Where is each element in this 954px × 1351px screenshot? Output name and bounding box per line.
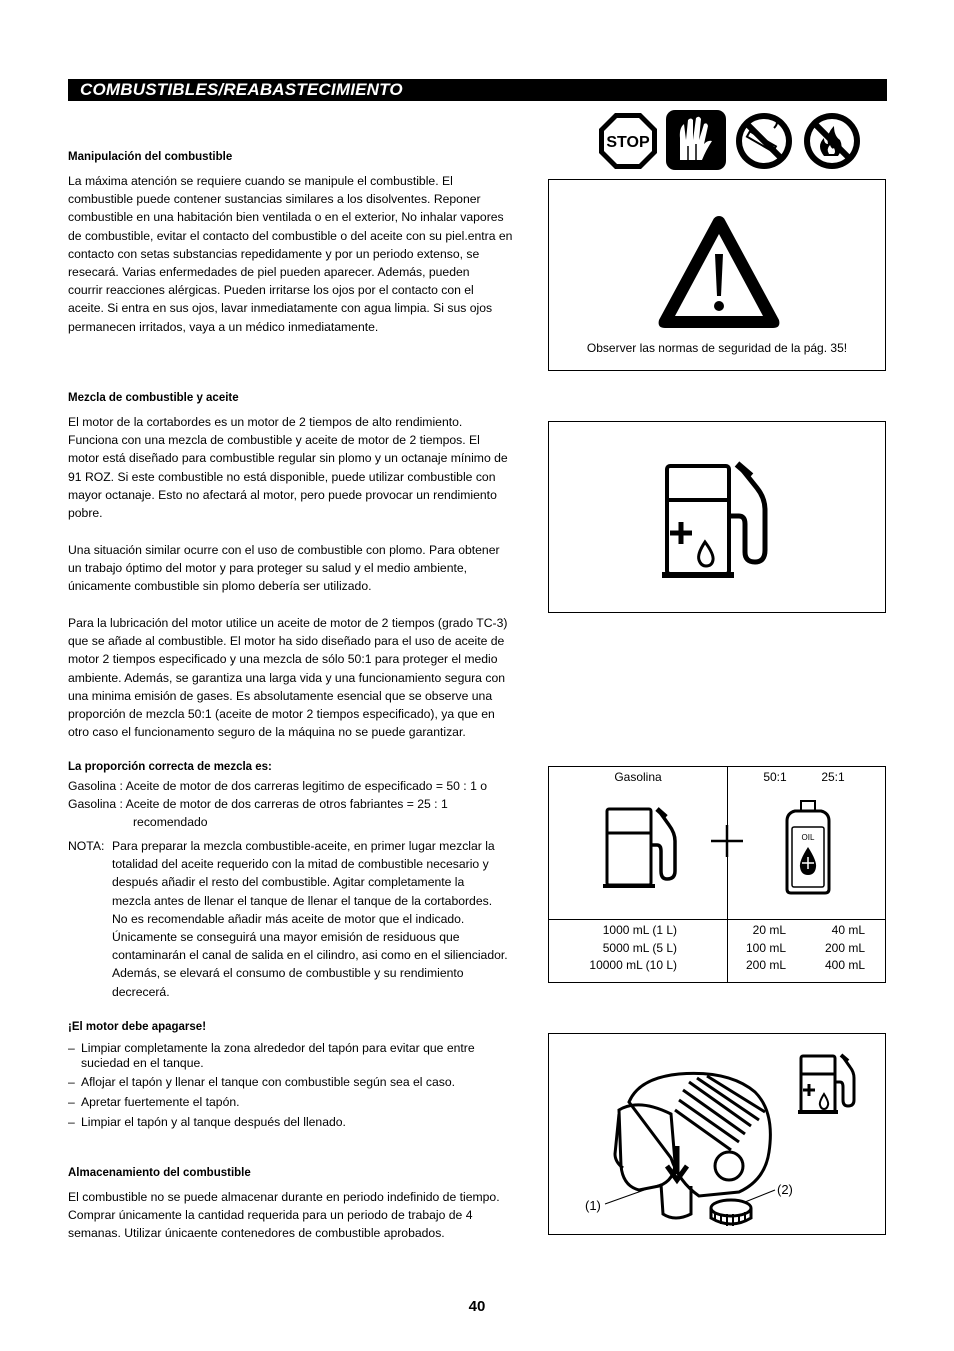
- fuel-mix-para3: Para la lubricación del motor utilice un aceite de motor de 2 tiempos (grado TC-3) que se añade al combustible. El motor ha sido diseñado para el uso de aceite de motor 2 tiempos especificado y una mezcla de sólo 50:1 para proteger el medio ambiente. Además, se garantiza una larga vida y una funcionamiento segura con una minima emisión de gases. Es absolutamente esencial que se observe una proporción de mezcla 50:1 (aceite de motor 2 tiempos especificado), ya que en otro caso el funcionamento seguro de la máquina no se puede garantizar.: [68, 616, 508, 740]
- table-divider-vertical: [727, 767, 728, 982]
- gas-row-3: 10000 mL (10 L): [589, 958, 677, 972]
- list-item: – Limpiar el tapón y al tanque después del llenado.: [68, 1115, 346, 1129]
- refuel-illustration-box: [548, 1033, 886, 1235]
- fuel-pump-icon: [659, 460, 774, 582]
- heading-fuel-handling: Manipulación del combustible: [68, 151, 233, 163]
- list-item: – Limpiar completamente la zona alrededor del tapón para evitar que entre suciedad en el tanque.: [68, 1041, 475, 1070]
- oil-bottle-icon: [783, 799, 833, 895]
- nota-text: Para preparar la mezcla combustible-aceite, en primer lugar mezclar la totalidad del aceite requerido con la mitad de combustible necesario y después añadir el resto del combustible. Agitar completamente la mezcla antes de llenar el tanque de llenar el tanque de la cortabordes. No es recomendable añadir más aceite de motor que el indicado. Únicamente se conseguirá una mayor emisión de residuous que contaminarán el canal de salida en el cilindro, asi como en el silienciador. Además, se elevará el consumo de combustible y su rendimiento decrecerá.: [112, 839, 508, 999]
- ratio-50-values: 20 mL 100 mL 200 mL: [745, 923, 786, 972]
- no-flame-icon: [804, 113, 860, 169]
- engine-illustration: [579, 1062, 799, 1230]
- stop-icon: [599, 113, 657, 169]
- col-50-1: 50:1: [763, 770, 787, 784]
- heading-engine-off: ¡El motor debe apagarse!: [68, 1021, 207, 1033]
- heading-fuel-mix: Mezcla de combustible y aceite: [68, 392, 239, 404]
- plus-icon: [711, 825, 743, 857]
- warning-box: [548, 179, 886, 371]
- ratio-25-values: 40 mL 200 mL 400 mL: [824, 923, 865, 972]
- list-item: – Aflojar el tapón y llenar el tanque con combustible según sea el caso.: [68, 1075, 455, 1089]
- page-number: 40: [468, 1298, 486, 1315]
- warning-triangle-icon: [655, 212, 783, 332]
- no-smoking-icon: [736, 113, 792, 169]
- gas-row-2: 5000 mL (5 L): [602, 940, 677, 955]
- warning-caption: Observer las normas de seguridad de la pág. 35!: [586, 341, 848, 355]
- table-divider-horizontal: [549, 919, 885, 920]
- fuel-storage-text: El combustible no se puede almacenar durante en periodo indefinido de tiempo. Comprar únicamente la cantidad requerida para un periodo de trabajo de 4 semanas. Utilizar únicaente contenedores de combustible aprobados.: [68, 1190, 500, 1241]
- gasolina-values: [549, 922, 677, 975]
- mix-ratio-text: Gasolina : Aceite de motor de dos carreras legitimo de especificado = 50 : 1 o Gasolina : Aceite de motor de dos carreras de otros fabriantes = 25 : 1 recomendado: [68, 779, 488, 830]
- oil-label: OIL: [801, 833, 815, 842]
- fuel-mix-para2: Una situación similar ocurre con el uso de combustible con plomo. Para obtener un trabajo óptimo del motor y para proteger su salud y el medio ambiente, únicamente combustible sin plomo debería ser utilizado.: [68, 543, 500, 594]
- fuel-pump-small-icon: [603, 807, 683, 891]
- fuel-handling-text: La máxima atención se requiere cuando se manipule el combustible. El combustible puede contener sustancias similares a los disolventes. Reponer combustible en una habitación bien ventilada o en el exterior, No inhalar vapores de combustible, evitar el contacto del combustible o del aceite con su piel.entra en contacto con setas substancias repedidamente y por un periodo extenso, se resecará. Varias enfermedades de piel pueden aparecer. Además, pueden courrir reacciones alérgicas. Pueden irritarse los ojos por el contacto con el aceite. Si entra en sus ojos, lavar inmediatamente con agua limpia. Si sus ojos permanecen irritados, vaya a un médico inmediatamente.: [68, 174, 513, 334]
- safety-icons-row: [598, 110, 866, 172]
- fuel-pump-box: [548, 421, 886, 613]
- stop-label: STOP: [606, 134, 650, 151]
- col-25-1: 25:1: [821, 770, 845, 784]
- list-item: – Apretar fuertemente el tapón.: [68, 1095, 240, 1109]
- mix-table-box: [548, 766, 886, 983]
- heading-fuel-storage: Almacenamiento del combustible: [68, 1167, 251, 1179]
- page-title: COMBUSTIBLES/REABASTECIMIENTO: [80, 80, 403, 99]
- fuel-pump-tiny-icon: [795, 1052, 861, 1116]
- col-gasolina: Gasolina: [614, 770, 662, 784]
- nota-label: NOTA:: [68, 839, 105, 853]
- label-fuel-tank: (1): [585, 1198, 601, 1213]
- section-title-bar: [68, 79, 887, 101]
- fuel-mix-para1: El motor de la cortabordes es un motor de 2 tiempos de alto rendimiento. Funciona con una mezcla de combustible y aceite de motor de 2 tiempos. El motor está diseñado para combustible regular sin plomo y un octanaje mínimo de 91 ROZ. Si este combustible no está disponible, puede utilizar combustible con mayor octanaje. Esto no afectará al motor, pero puede provocar un rendimiento pobre.: [68, 415, 508, 521]
- gloves-icon: [666, 110, 726, 170]
- gas-row-1: 1000 mL (1 L): [602, 923, 677, 937]
- label-fuel-cap: (2): [777, 1182, 793, 1197]
- refuel-steps-list: [68, 1041, 543, 1130]
- heading-mix-ratio: La proporción correcta de mezcla es:: [68, 761, 272, 773]
